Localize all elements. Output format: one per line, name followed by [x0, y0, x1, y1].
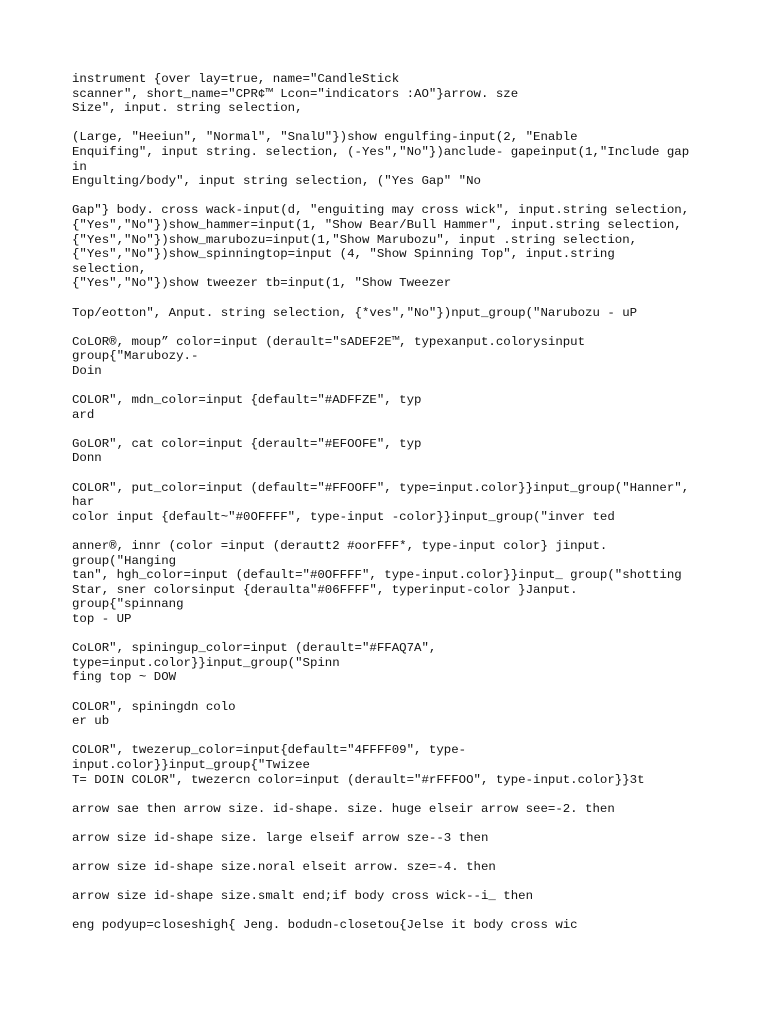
paragraph: arrow size id-shape size.smalt end;if body cross wick--i_ then: [72, 889, 534, 904]
paragraph: arrow sae then arrow size. id-shape. size. huge elseir arrow see=-2. then: [72, 801, 615, 816]
paragraph: GoLOR", cat color=input {derault="#EFOOFE", typ Donn: [72, 436, 422, 466]
paragraph: anner®, innr (color =input (derautt2 #oorFFF*, type-input color} jinput. group("Hanging tan", hgh_color=input (default="#0OFFFF", type-input.color}}input_ group("shotting Star, sner colorsinput {deraulta"#06FFFF", typerinput-color }Janput. group{"spinnang top - UP: [72, 539, 682, 626]
paragraph: CoLOR", spiningup_color=input (derault="#FFAQ7A", type=input.color}}input_group("Spinn fing top ~ DOW: [72, 641, 437, 685]
paragraph: COLOR", mdn_color=input {default="#ADFFZE", typ ard: [72, 393, 422, 422]
paragraph: COLOR", twezerup_color=input{default="4FFFF09", type- input.color}}input_group{"Twizee T= DOIN COLOR", twezercn color=input (derault="#rFFFOO", type-input.color}}3t: [72, 743, 645, 787]
paragraph: COLOR", put_color=input (default="#FFOOFF", type=input.color}}input_group("Hanner", har color input {default~"#0OFFFF", type-input -color}}input_group("inver ted: [72, 480, 690, 524]
paragraph: instrument {over lay=true, name="CandleStick scanner", short_name="CPR¢™ Lcon="indicators :AO"}arrow. sze Size", input. string selection,: [72, 72, 519, 116]
paragraph: eng podyup=closeshigh{ Jeng. bodudn-closetou{Jelse it body cross wic: [72, 918, 578, 933]
paragraph: CoLOR®, moup” color=input (derault="sADEF2E™, typexanput.colorysinput group{"Marubozy.- Doin: [72, 334, 586, 378]
paragraph: COLOR", spiningdn colo er ub: [72, 699, 236, 729]
paragraph: Gap"} body. cross wack-input(d, "enguiting may cross wick", input.string selection, {"Yes","No"})show_hammer=input(1, "Show Bear/Bull Hammer", input.string selection, {"Yes","No"})show_marubozu=input(1,"Show Marubozu", input .string selection, {"Yes","No"})show_spinningtop=input (4, "Show Spinning Top", input.string selection, {"Yes","No"})show tweezer tb=input(1, "Show Tweezer: [72, 203, 690, 291]
paragraph: arrow size id-shape size.noral elseit arrow. sze=-4. then: [72, 860, 496, 875]
paragraph: arrow size id-shape size. large elseif arrow sze--3 then: [72, 830, 489, 845]
document-body: [72, 72, 702, 948]
paragraph: Top/eotton", Anput. string selection, {*ves","No"})nput_group("Narubozu - uP: [72, 305, 638, 320]
paragraph: (Large, "Heeiun", "Normal", "SnalU"})show engulfing-input(2, "Enable Enquifing", input string. selection, (-Yes","No"})anclude- gapeinput(1,"Include gap in Engulting/body", input string selection, ("Yes Gap" "No: [72, 130, 690, 189]
